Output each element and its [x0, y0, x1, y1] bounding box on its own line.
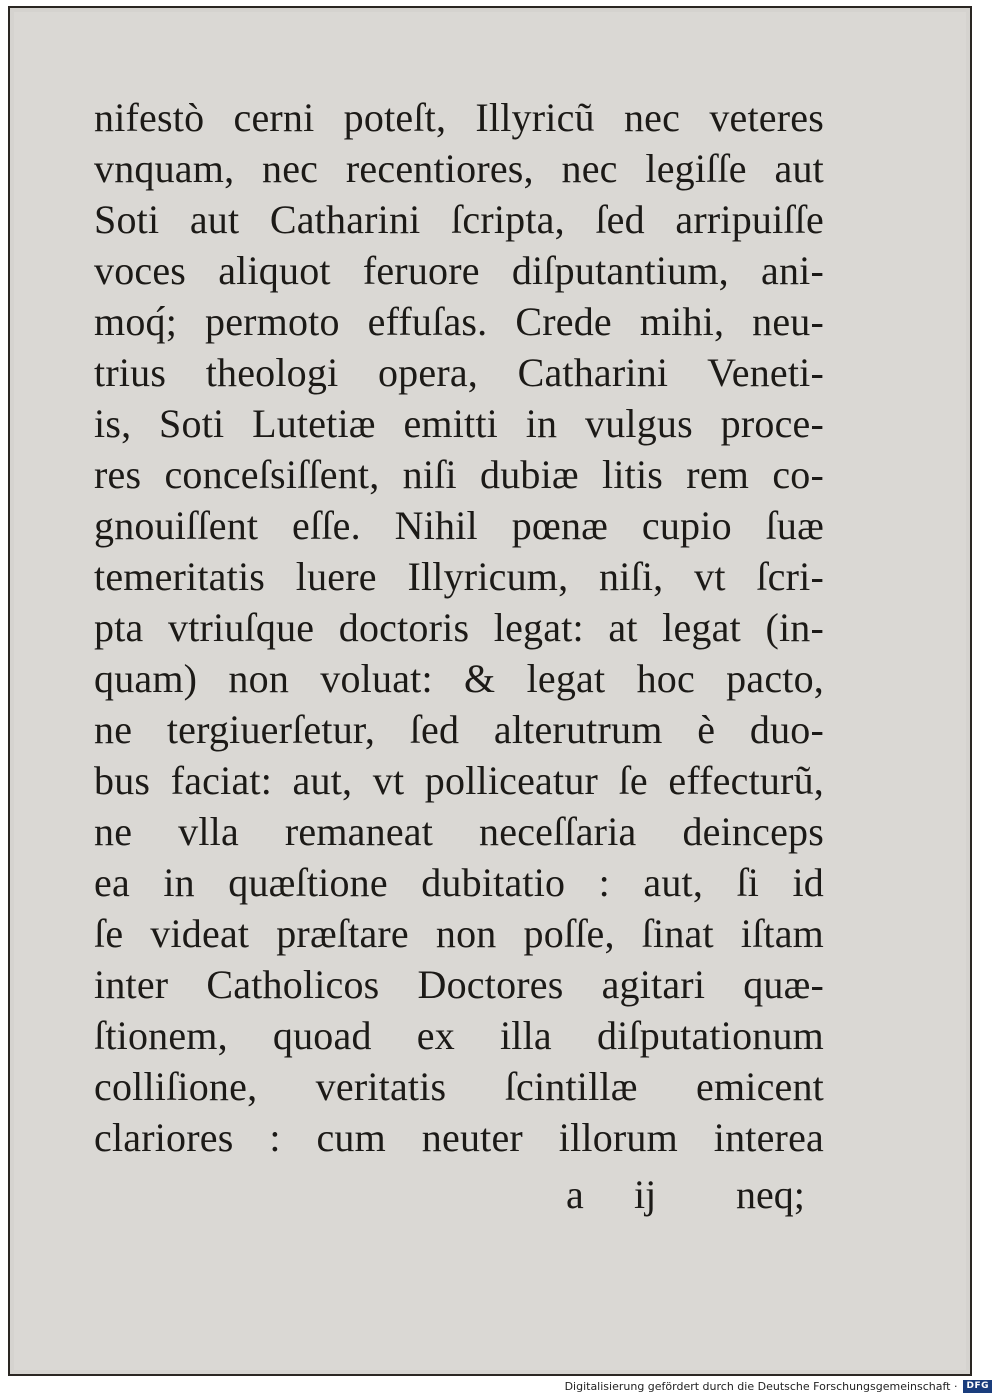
signature-mark: a: [566, 1172, 584, 1217]
book-page: [8, 6, 972, 1376]
text-line-8: res conceſsiſſent, niſi dubiæ litis rem co-: [94, 452, 824, 497]
text-line-11: pta vtriuſque doctoris legat: at legat (in-: [94, 605, 824, 650]
text-line-3: Soti aut Catharini ſcripta, ſed arripuiſſe: [94, 197, 824, 242]
text-line-17: ſe videat præſtare non poſſe, ſinat iſtam: [94, 911, 824, 956]
text-line-5: moq́; permoto effuſas. Crede mihi, neu-: [94, 299, 824, 344]
page-surface: [14, 12, 966, 1370]
text-line-18: inter Catholicos Doctores agitari quæ-: [94, 962, 824, 1007]
text-block: [94, 92, 824, 1163]
text-line-20: colliſione, veritatis ſcintillæ emicent: [94, 1064, 824, 1109]
catchword: neq;: [736, 1172, 805, 1217]
text-line-7: is, Soti Lutetiæ emitti in vulgus proce-: [94, 401, 824, 446]
text-line-14: bus faciat: aut, vt polliceatur ſe effecturũ,: [94, 758, 824, 803]
text-line-15: ne vlla remaneat neceſſaria deinceps: [94, 809, 824, 854]
text-line-12: quam) non voluat: & legat hoc pacto,: [94, 656, 824, 701]
text-line-9: gnouiſſent eſſe. Nihil pœnæ cupio ſuæ: [94, 503, 824, 548]
text-line-19: ſtionem, quoad ex illa diſputationum: [94, 1013, 824, 1058]
signature-number: ij: [634, 1172, 657, 1217]
text-line-10: temeritatis luere Illyricum, niſi, vt ſcri-: [94, 554, 824, 599]
text-line-13: ne tergiuerſetur, ſed alterutrum è duo-: [94, 707, 824, 752]
text-line-16: ea in quæſtione dubitatio : aut, ſi id: [94, 860, 824, 905]
text-line-21: clariores : cum neuter illorum interea: [94, 1115, 824, 1160]
text-line-1: nifestò cerni poteſt, Illyricũ nec veteres: [94, 95, 824, 140]
dfg-logo-icon: DFG: [963, 1380, 992, 1393]
text-line-2: vnquam, nec recentiores, nec legiſſe aut: [94, 146, 824, 191]
funding-footer: [565, 1378, 992, 1394]
funding-text: Digitalisierung gefördert durch die Deutsche Forschungsgemeinschaft ·: [564, 1379, 958, 1393]
text-line-4: voces aliquot feruore diſputantium, ani-: [94, 248, 824, 293]
text-line-6: trius theologi opera, Catharini Veneti-: [94, 350, 824, 395]
